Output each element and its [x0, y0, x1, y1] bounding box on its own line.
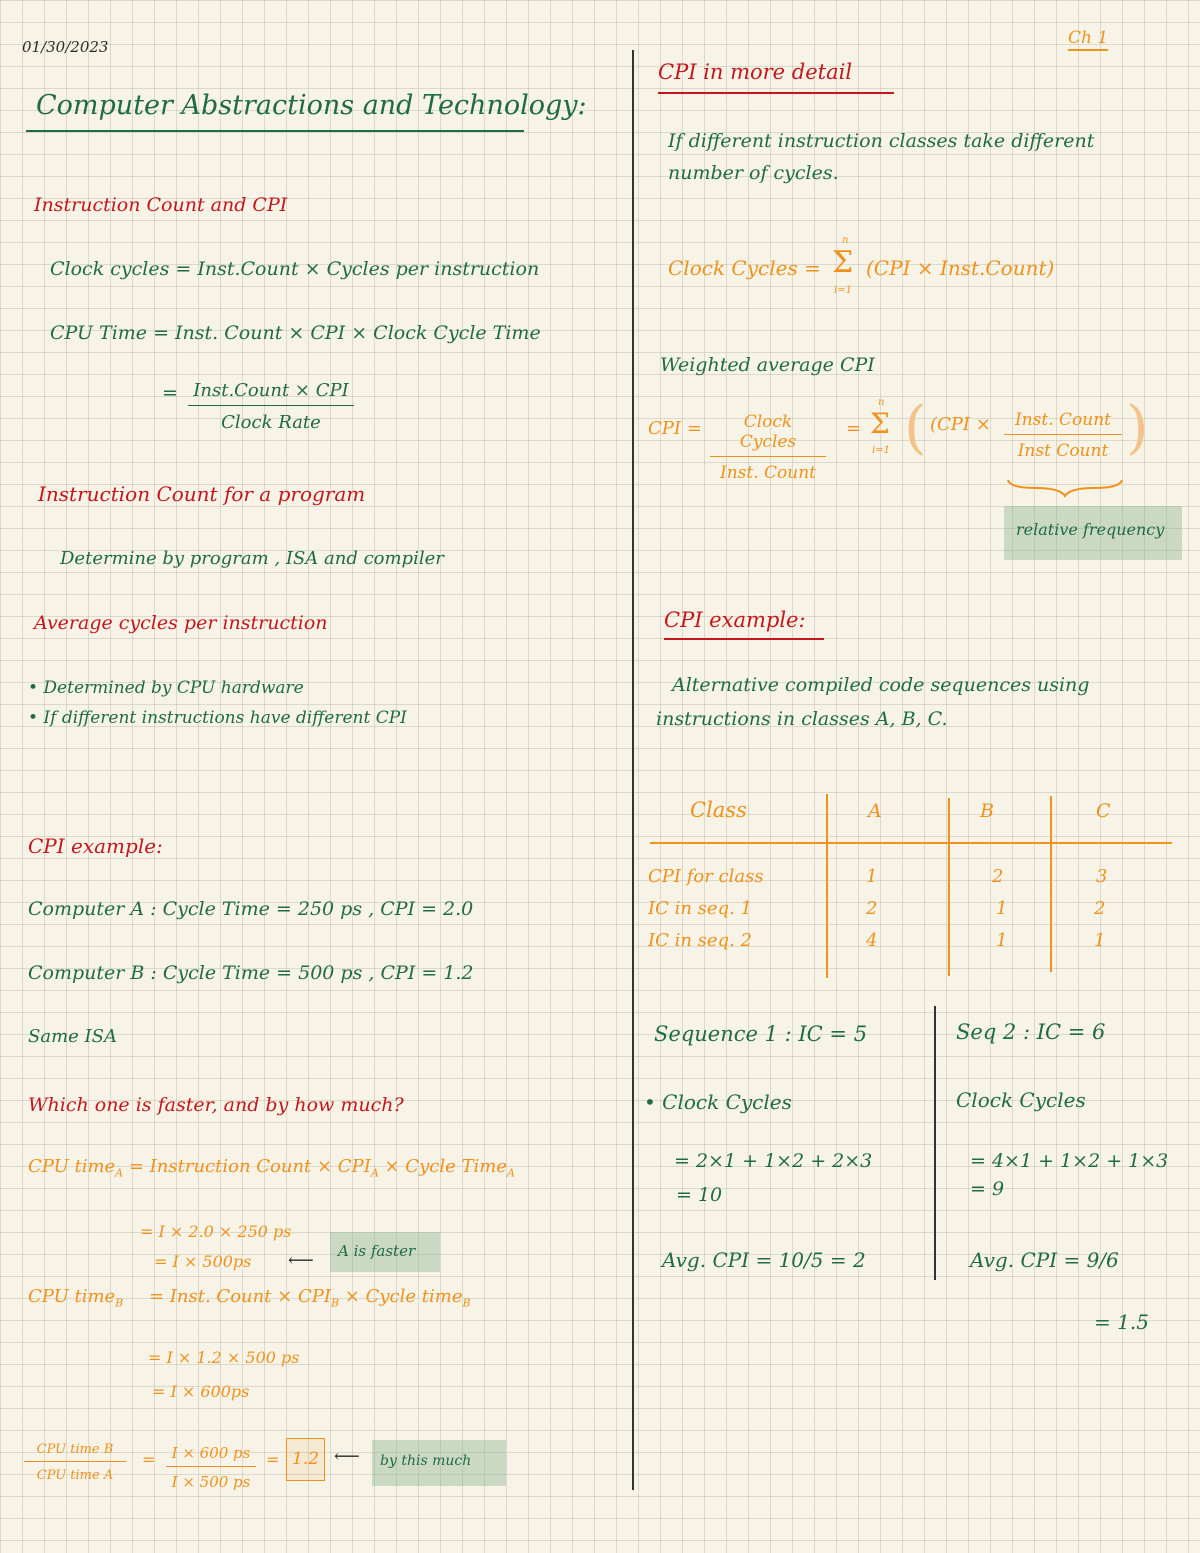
cpu-time-b-lhs-sub: B: [115, 1296, 124, 1310]
table-header-rule: [650, 842, 1172, 844]
cpu-time-b-line: [28, 1288, 471, 1309]
big-paren-close: ): [1126, 393, 1149, 461]
cpi-example-2-underline: [664, 638, 824, 640]
chapter-label: Ch 1: [1068, 30, 1108, 51]
bullet-different-cpi: • If different instructions have different CPI: [28, 708, 407, 728]
cpi-detail-underline: [658, 92, 894, 94]
clock-cycles-formula: Clock cycles = Inst.Count × Cycles per instruction: [50, 258, 540, 280]
cpu-time-b-step1: = I × 1.2 × 500 ps: [148, 1348, 300, 1367]
table-header-c: C: [1096, 800, 1111, 822]
question-text: Which one is faster, and by how much?: [28, 1094, 404, 1116]
seq1-clock-cycles-label: • Clock Cycles: [644, 1090, 792, 1114]
seq1-title: Sequence 1 : IC = 5: [654, 1022, 868, 1046]
relative-frequency-label: relative frequency: [1016, 520, 1165, 539]
seq2-title: Seq 2 : IC = 6: [956, 1020, 1106, 1044]
table-row-label-seq1: IC in seq. 1: [648, 898, 752, 919]
cpu-time-fraction-numerator: Inst.Count × CPI: [188, 380, 354, 406]
table-header-a: A: [868, 800, 882, 822]
cpi-eq: =: [846, 418, 862, 439]
seq2-clock-cycles-label: Clock Cycles: [956, 1088, 1086, 1112]
table-cell-cpi-b: 2: [992, 866, 1004, 887]
seq2-avg-cpi-result: = 1.5: [1094, 1310, 1149, 1334]
cpi-fraction: [710, 412, 826, 483]
page-divider: [632, 50, 634, 1490]
sum-top: n: [842, 235, 849, 246]
seq1-avg-cpi: Avg. CPI = 10/5 = 2: [662, 1248, 866, 1272]
section-heading-inst-count-program: Instruction Count for a program: [38, 482, 366, 506]
table-vline-3: [1050, 796, 1052, 972]
brace-under-icon: [1006, 478, 1124, 498]
table-vline-2: [948, 798, 950, 976]
cpu-time-b-rhs: = Inst. Count × CPI: [149, 1286, 331, 1307]
cpu-time-a-line: [28, 1158, 515, 1179]
ratio-arrow-icon: ⟵: [334, 1446, 360, 1467]
table-vline-1: [826, 794, 828, 978]
cpu-time-b-rhs2-sub: B: [462, 1296, 471, 1310]
cpi-fraction-numerator: Clock Cycles: [710, 412, 826, 457]
cpu-time-a-lhs-sub: A: [115, 1166, 124, 1180]
table-cell-seq2-c: 1: [1094, 930, 1106, 951]
table-row-label-cpi: CPI for class: [648, 866, 764, 887]
cpu-time-b-lhs: CPU time: [28, 1286, 116, 1307]
ratio-lhs-numerator: CPU time B: [24, 1442, 126, 1462]
sum2-bottom: i=1: [872, 445, 890, 456]
relative-frequency-denominator: Inst Count: [1017, 441, 1109, 461]
table-cell-seq2-b: 1: [996, 930, 1008, 951]
clock-cycles-rhs: (CPI × Inst.Count): [866, 256, 1055, 280]
weighted-average-label: Weighted average CPI: [660, 354, 875, 376]
table-row-label-seq2: IC in seq. 2: [648, 930, 752, 951]
table-cell-cpi-a: 1: [866, 866, 878, 887]
big-paren-open: (: [904, 393, 927, 461]
table-cell-seq2-a: 4: [866, 930, 878, 951]
cpu-time-a-step1: = I × 2.0 × 250 ps: [140, 1222, 292, 1241]
table-cell-seq1-a: 2: [866, 898, 878, 919]
section-heading-cpi-example-2: CPI example:: [664, 608, 806, 632]
seq1-clock-cycles-calc: = 2×1 + 1×2 + 2×3: [674, 1150, 873, 1172]
table-cell-seq1-b: 1: [996, 898, 1008, 919]
section-heading-inst-count-cpi: Instruction Count and CPI: [34, 194, 288, 216]
a-faster-note: A is faster: [338, 1242, 416, 1260]
cpu-time-a-step2: = I × 500ps: [154, 1252, 252, 1271]
cpu-time-a-lhs: CPU time: [28, 1156, 116, 1177]
date-label: 01/30/2023: [22, 38, 109, 56]
cpi-fraction-denominator: Inst. Count: [720, 463, 816, 483]
cpu-time-eq: =: [162, 382, 178, 404]
cpu-time-a-rhs2: × Cycle Time: [384, 1156, 507, 1177]
table-cell-cpi-c: 3: [1096, 866, 1108, 887]
seq2-clock-cycles-calc: = 4×1 + 1×2 + 1×3: [970, 1150, 1169, 1172]
cpu-time-formula: CPU Time = Inst. Count × CPI × Clock Cycle Time: [50, 322, 541, 344]
computer-b-spec: Computer B : Cycle Time = 500 ps , CPI = 1.2: [28, 962, 474, 984]
table-header-class: Class: [690, 798, 747, 822]
cpu-time-fraction-denominator: Clock Rate: [221, 412, 321, 433]
determine-text: Determine by program , ISA and compiler: [60, 548, 444, 569]
table-header-b: B: [980, 800, 994, 822]
cpi-detail-body-2: number of cycles.: [668, 162, 839, 184]
ratio-eq: =: [142, 1450, 156, 1469]
ratio-rhs-fraction: [166, 1444, 256, 1491]
seq2-clock-cycles-result: = 9: [970, 1178, 1005, 1200]
section-heading-cpi-example: CPI example:: [28, 834, 163, 858]
sum-icon: Σ: [832, 245, 854, 280]
computer-a-spec: Computer A : Cycle Time = 250 ps , CPI = 2.0: [28, 898, 474, 920]
ratio-lhs-denominator: CPU time A: [36, 1468, 114, 1483]
cpu-time-a-rhs-sub: A: [370, 1166, 379, 1180]
relative-frequency-numerator: Inst. Count: [1004, 410, 1122, 435]
clock-cycles-lhs: Clock Cycles =: [668, 256, 821, 280]
cpi-lhs: CPI =: [648, 418, 702, 439]
page-title: Computer Abstractions and Technology:: [36, 90, 587, 121]
arrow-left-icon: ⟵: [288, 1250, 314, 1271]
ratio-result: 1.2: [286, 1438, 325, 1481]
cpu-time-b-rhs2: × Cycle time: [344, 1286, 463, 1307]
sum2-icon: Σ: [870, 407, 890, 440]
sequence-divider: [934, 1006, 936, 1280]
relative-frequency-fraction: [1004, 410, 1122, 461]
alt-sequences-body-2: instructions in classes A, B, C.: [656, 708, 948, 730]
cpu-time-a-rhs: = Instruction Count × CPI: [128, 1156, 371, 1177]
cpi-detail-body-1: If different instruction classes take different: [668, 130, 1095, 152]
seq1-clock-cycles-result: = 10: [676, 1184, 723, 1206]
section-heading-cpi-detail: CPI in more detail: [658, 60, 853, 84]
cpu-time-b-rhs-sub: B: [330, 1296, 340, 1310]
by-this-much-note: by this much: [380, 1453, 472, 1469]
table-cell-seq1-c: 2: [1094, 898, 1106, 919]
sum-bottom: i=1: [834, 285, 852, 296]
bullet-cpu-hardware: • Determined by CPU hardware: [28, 678, 304, 698]
cpi-rhs-open: (CPI ×: [930, 414, 991, 435]
seq2-avg-cpi: Avg. CPI = 9/6: [970, 1248, 1119, 1272]
same-isa-text: Same ISA: [28, 1026, 117, 1047]
ratio-rhs-numerator: I × 600 ps: [166, 1444, 256, 1467]
cpu-time-a-rhs2-sub: A: [506, 1166, 515, 1180]
cpu-time-fraction: [188, 380, 354, 433]
title-underline: [26, 130, 524, 132]
alt-sequences-body-1: Alternative compiled code sequences using: [672, 674, 1090, 696]
cpu-time-b-step2: = I × 600ps: [152, 1382, 250, 1401]
ratio-lhs-fraction: [24, 1442, 126, 1483]
ratio-rhs-denominator: I × 500 ps: [171, 1473, 251, 1491]
sum2-top: n: [878, 397, 885, 408]
section-heading-avg-cycles: Average cycles per instruction: [34, 612, 328, 634]
ratio-eq2: =: [266, 1450, 280, 1469]
